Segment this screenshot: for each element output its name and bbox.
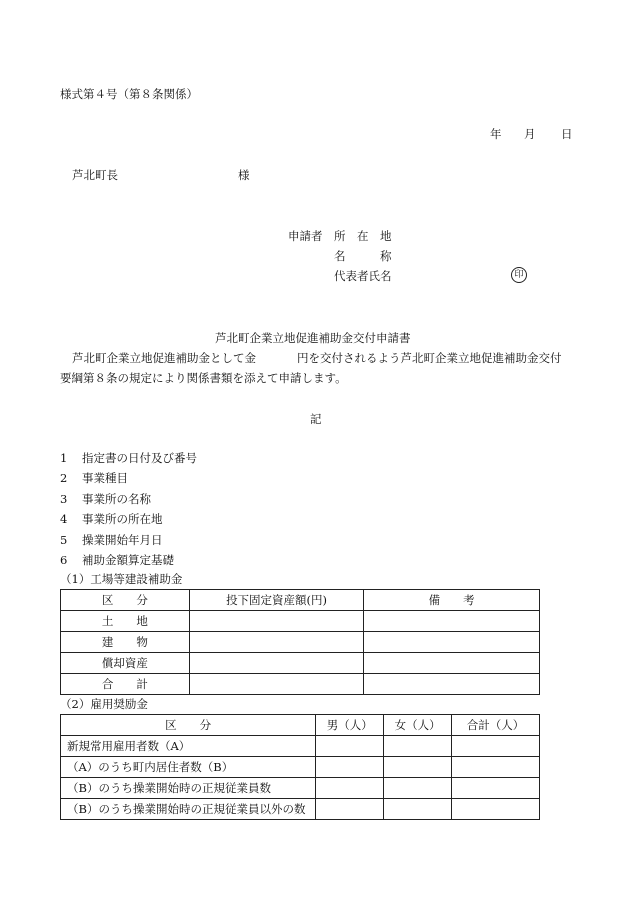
input-cell[interactable] (364, 632, 540, 653)
date-day: 日 (561, 127, 573, 141)
employment-incentive-table (60, 714, 540, 820)
header-total: 合計（人） (452, 715, 540, 736)
row-label: 償却資産 (61, 653, 190, 674)
table-row (61, 611, 540, 632)
list-item: 6 補助金額算定基礎 (60, 552, 174, 567)
row-label: 合 計 (61, 674, 190, 695)
input-cell[interactable] (189, 674, 364, 695)
input-cell[interactable] (364, 611, 540, 632)
input-cell[interactable] (189, 611, 364, 632)
header-remarks: 備 考 (364, 590, 540, 611)
header-category: 区 分 (61, 590, 190, 611)
applicant-location-label: 所 在 地 (334, 229, 392, 243)
applicant-name-label: 名 称 (334, 249, 392, 263)
table2-caption: （2）雇用奨励金 (60, 697, 148, 711)
input-cell[interactable] (452, 757, 540, 778)
table-header-row (61, 590, 540, 611)
input-cell[interactable] (189, 653, 364, 674)
header-male: 男（人） (316, 715, 384, 736)
applicant-representative-label: 代表者氏名 (334, 269, 392, 283)
input-cell[interactable] (384, 799, 452, 820)
input-cell[interactable] (384, 757, 452, 778)
body-line1-a: 芦北町企業立地促進補助金として金 (72, 351, 256, 365)
input-cell[interactable] (452, 799, 540, 820)
seal-text: 印 (511, 267, 527, 283)
document-title: 芦北町企業立地促進補助金交付申請書 (215, 331, 411, 345)
input-cell[interactable] (316, 799, 384, 820)
ki-heading: 記 (310, 412, 322, 426)
input-cell[interactable] (189, 632, 364, 653)
list-item: 3 事業所の名称 (60, 491, 151, 506)
input-cell[interactable] (452, 778, 540, 799)
table-row (61, 757, 540, 778)
seal-mark (511, 266, 527, 283)
input-cell[interactable] (364, 653, 540, 674)
row-label: 建 物 (61, 632, 190, 653)
table1-caption: （1）工場等建設補助金 (60, 572, 183, 586)
row-label: （A）のうち町内居住者数（B） (61, 757, 316, 778)
table-row (61, 674, 540, 695)
input-cell[interactable] (316, 757, 384, 778)
body-line1-b: 円を交付されるよう芦北町企業立地促進補助金交付 (297, 351, 562, 365)
input-cell[interactable] (316, 778, 384, 799)
row-label: 新規常用雇用者数（A） (61, 736, 316, 757)
input-cell[interactable] (364, 674, 540, 695)
addressee-honorific: 様 (238, 168, 250, 182)
table-row (61, 736, 540, 757)
applicant-label: 申請者 (288, 229, 323, 243)
construction-subsidy-table (60, 589, 540, 695)
list-item: 5 操業開始年月日 (60, 532, 163, 547)
row-label: 土 地 (61, 611, 190, 632)
body-line2: 要綱第８条の規定により関係書類を添えて申請します。 (60, 371, 347, 385)
table-row (61, 632, 540, 653)
table-header-row (61, 715, 540, 736)
row-label: （B）のうち操業開始時の正規従業員以外の数 (61, 799, 316, 820)
list-item: 1 指定書の日付及び番号 (60, 451, 197, 465)
input-cell[interactable] (384, 778, 452, 799)
list-item: 4 事業所の所在地 (60, 512, 163, 527)
table-row (61, 653, 540, 674)
input-cell[interactable] (316, 736, 384, 757)
input-cell[interactable] (452, 736, 540, 757)
header-category: 区 分 (61, 715, 316, 736)
list-item: 2 事業種目 (60, 471, 128, 486)
table-row (61, 799, 540, 820)
item-list (60, 450, 197, 572)
header-investment: 投下固定資産額(円) (189, 590, 364, 611)
form-number: 様式第４号（第８条関係） (60, 87, 198, 101)
date-year: 年 (490, 127, 502, 141)
table-row (61, 778, 540, 799)
addressee-name: 芦北町長 (72, 168, 118, 182)
row-label: （B）のうち操業開始時の正規従業員数 (61, 778, 316, 799)
input-cell[interactable] (384, 736, 452, 757)
date-month: 月 (524, 127, 536, 141)
header-female: 女（人） (384, 715, 452, 736)
